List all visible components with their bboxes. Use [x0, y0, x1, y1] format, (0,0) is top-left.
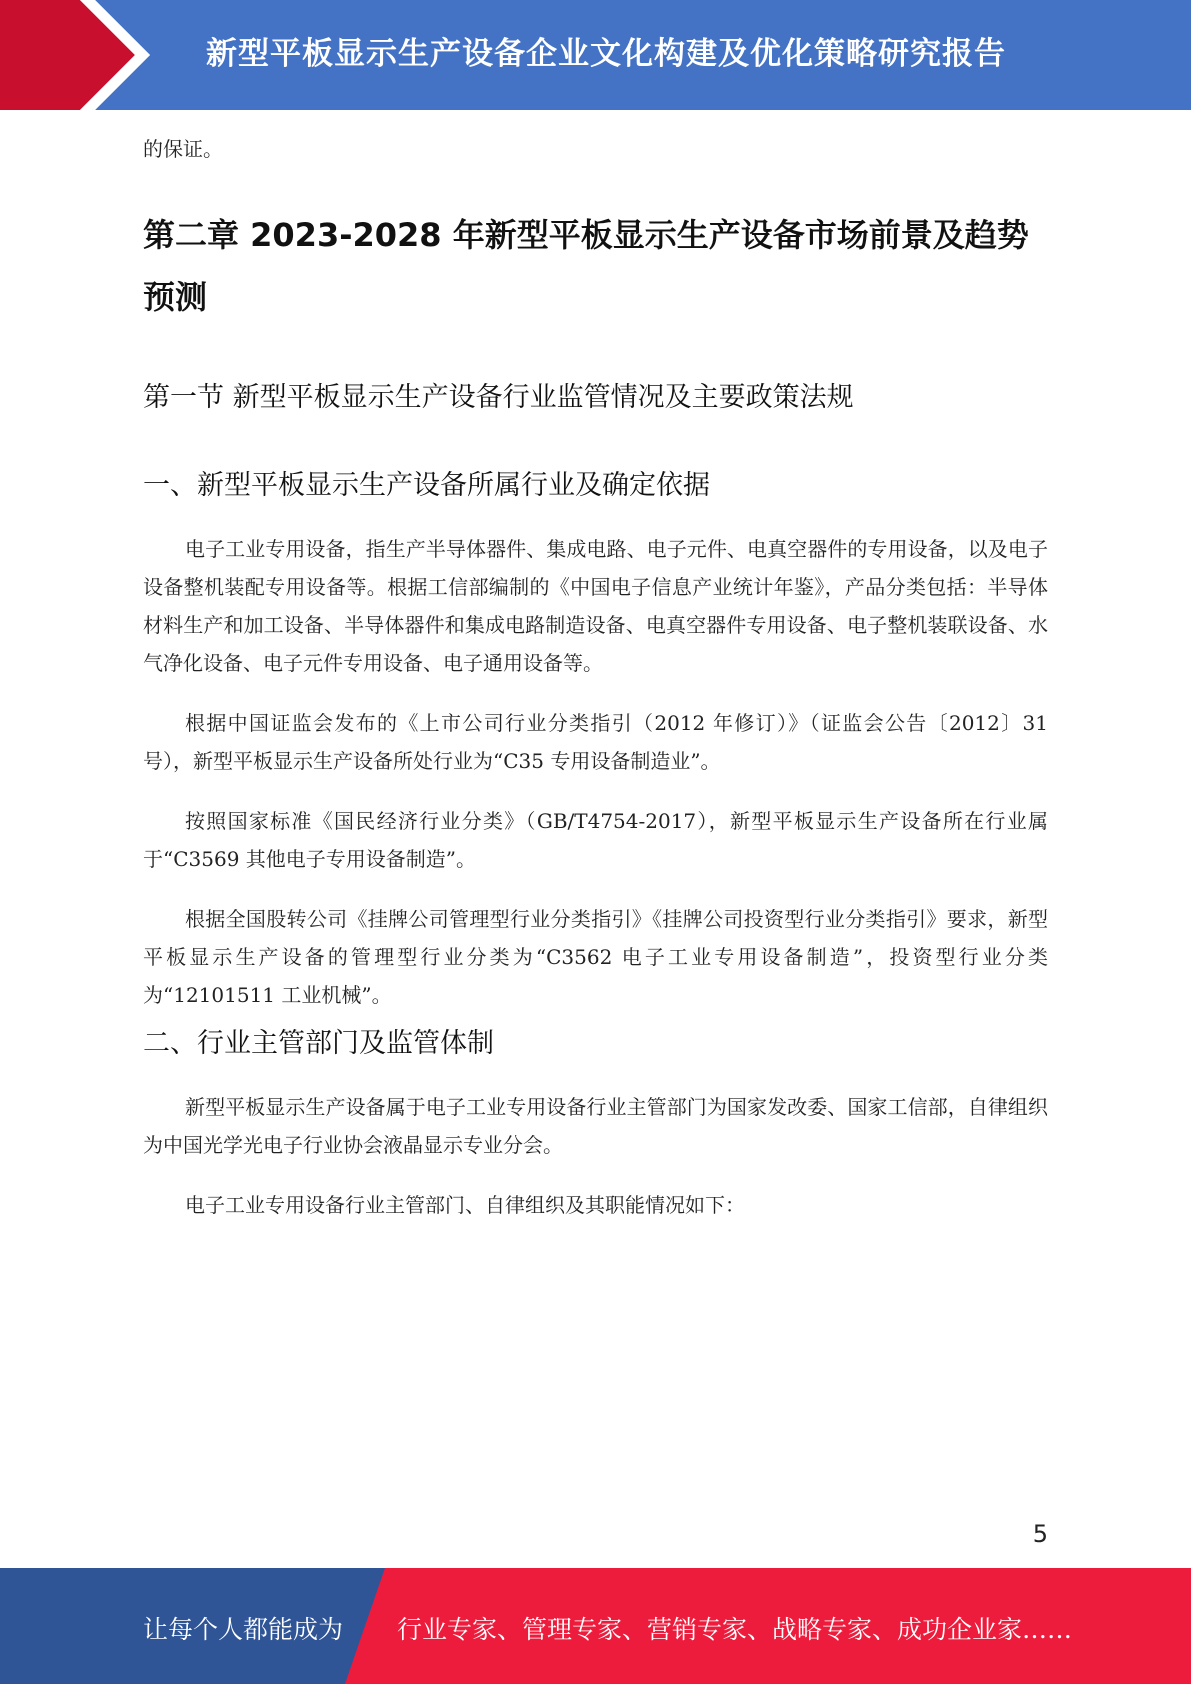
paragraph: 新型平板显示生产设备属于电子工业专用设备行业主管部门为国家发改委、国家工信部，自律组织为中国光学光电子行业协会液晶显示专业分会。	[143, 1095, 1048, 1157]
paragraph: 电子工业专用设备行业主管部门、自律组织及其职能情况如下：	[185, 1193, 745, 1217]
paragraph: 根据中国证监会发布的《上市公司行业分类指引（2012 年修订）》（证监会公告〔2012〕31 号），新型平板显示生产设备所处行业为“C35 专用设备制造业”。	[143, 711, 1048, 773]
paragraph: 按照国家标准《国民经济行业分类》（GB/T4754-2017），新型平板显示生产设备所在行业属于“C3569 其他电子专用设备制造”。	[143, 809, 1048, 871]
document-title: 新型平板显示生产设备企业文化构建及优化策略研究报告	[206, 36, 1006, 72]
paragraph: 根据全国股转公司《挂牌公司管理型行业分类指引》《挂牌公司投资型行业分类指引》要求，新型平板显示生产设备的管理型行业分类为“C3562 电子工业专用设备制造”，投资型行业分类为“12101511 工业机械”。	[143, 907, 1048, 1007]
intro-fragment: 的保证。	[143, 137, 223, 161]
header-banner	[0, 0, 1191, 110]
page-number: 5	[1032, 1520, 1048, 1548]
section-title: 第一节 新型平板显示生产设备行业监管情况及主要政策法规	[143, 382, 854, 413]
subsection-title-2: 二、行业主管部门及监管体制	[143, 1028, 494, 1059]
footer-slogan-right: 行业专家、管理专家、营销专家、战略专家、成功企业家……	[397, 1615, 1073, 1644]
paragraph: 电子工业专用设备，指生产半导体器件、集成电路、电子元件、电真空器件的专用设备，以及电子设备整机装配专用设备等。根据工信部编制的《中国电子信息产业统计年鉴》，产品分类包括：半导体材料生产和加工设备、半导体器件和集成电路制造设备、电真空器件专用设备、电子整机装联设备、水气净化设备、电子元件专用设备、电子通用设备等。	[143, 537, 1048, 675]
subsection-title-1: 一、新型平板显示生产设备所属行业及确定依据	[143, 470, 710, 501]
chapter-title: 第二章 2023-2028 年新型平板显示生产设备市场前景及趋势预测	[143, 216, 1029, 316]
page-content	[143, 130, 1048, 1246]
footer-slogan-left: 让每个人都能成为	[143, 1615, 344, 1644]
footer-banner	[0, 1568, 1191, 1684]
